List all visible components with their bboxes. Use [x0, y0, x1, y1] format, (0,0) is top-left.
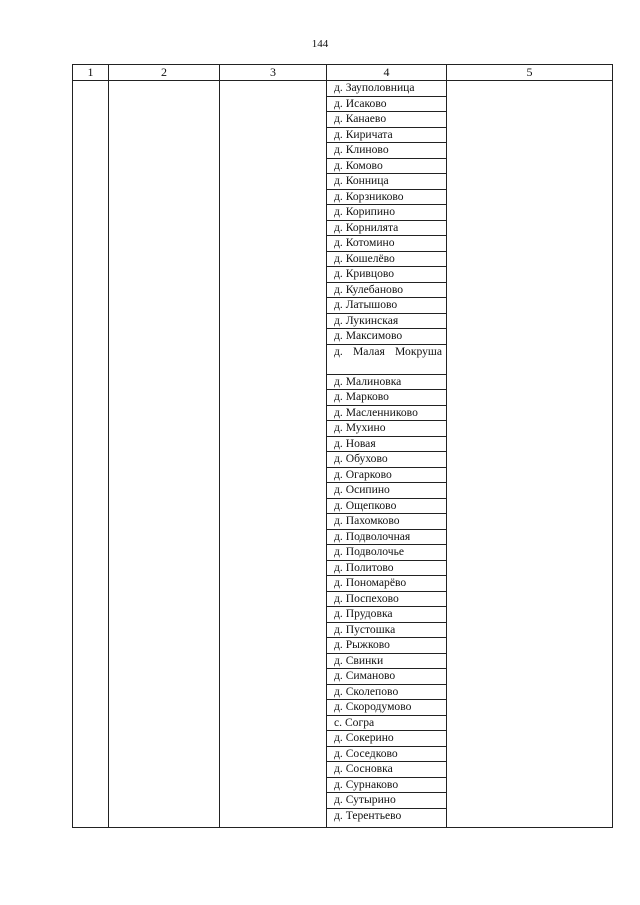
settlement-list-item: д. Корнилята: [327, 221, 446, 237]
settlement-list-item: д. Рыжково: [327, 638, 446, 654]
column-3-cell: [220, 81, 327, 828]
column-4-cell: [327, 81, 447, 828]
table-body-row: [73, 81, 613, 828]
table-header-row: [73, 65, 613, 81]
settlement-list-item: д. Пономарёво: [327, 576, 446, 592]
settlement-list-item: д. Конница: [327, 174, 446, 190]
settlement-list-item: д. Прудовка: [327, 607, 446, 623]
settlement-list-item: д. Сутырино: [327, 793, 446, 809]
settlement-list-item: д. Подволочная: [327, 530, 446, 546]
settlement-list-item: д. Лукинская: [327, 314, 446, 330]
column-header-4: 4: [327, 65, 447, 81]
settlement-list-item: д. Политово: [327, 561, 446, 577]
settlement-list-item: д. Киричата: [327, 128, 446, 144]
settlement-list-item: д. Исаково: [327, 97, 446, 113]
column-header-5: 5: [447, 65, 613, 81]
column-header-3: 3: [220, 65, 327, 81]
settlement-list-item: д. Сколепово: [327, 685, 446, 701]
settlement-list-item: д. Новая: [327, 437, 446, 453]
settlement-list-item: д. Пахомково: [327, 514, 446, 530]
column-5-cell: [447, 81, 613, 828]
column-2-cell: [109, 81, 220, 828]
settlement-list-item: с. Согра: [327, 716, 446, 732]
column-1-cell: [73, 81, 109, 828]
column-header-1: 1: [73, 65, 109, 81]
settlement-list-item: д. Сокерино: [327, 731, 446, 747]
settlement-list-item: д. Комово: [327, 159, 446, 175]
settlement-list-item: д. Свинки: [327, 654, 446, 670]
settlement-list: [327, 81, 446, 823]
settlement-list-item: д. Симаново: [327, 669, 446, 685]
settlement-list-item: д. Котомино: [327, 236, 446, 252]
settlement-list-item: д. Соседково: [327, 747, 446, 763]
settlement-list-item: д. Сурнаково: [327, 778, 446, 794]
settlement-list-item: д. Огарково: [327, 468, 446, 484]
settlement-list-item: д. Канаево: [327, 112, 446, 128]
settlement-list-item: д. Сосновка: [327, 762, 446, 778]
settlement-list-item: д. Скородумово: [327, 700, 446, 716]
settlement-list-item: д. Кривцово: [327, 267, 446, 283]
page-number: 144: [311, 38, 329, 50]
settlement-list-item: д. Осипино: [327, 483, 446, 499]
column-header-2: 2: [109, 65, 220, 81]
settlement-list-item: д. Зауполовница: [327, 81, 446, 97]
settlement-list-item: д. Поспехово: [327, 592, 446, 608]
settlement-list-item: д. Кулебаново: [327, 283, 446, 299]
settlement-list-item: д. Малиновка: [327, 375, 446, 391]
settlement-list-item: д. Мухино: [327, 421, 446, 437]
settlement-list-item: д. Масленниково: [327, 406, 446, 422]
settlement-list-item: д. Терентьево: [334, 808, 402, 822]
settlement-list-item: д. Латышово: [327, 298, 446, 314]
settlement-list-item: д. Ощепково: [327, 499, 446, 515]
settlement-list-item: д. Марково: [327, 390, 446, 406]
settlement-list-item: д. Корзниково: [327, 190, 446, 206]
settlement-list-item: д. Максимово: [327, 329, 446, 345]
settlement-list-item: д. Клиново: [327, 143, 446, 159]
settlement-list-item: д. Корипино: [327, 205, 446, 221]
settlement-list-item: д. Подволочье: [327, 545, 446, 561]
settlement-list-item: д. Обухово: [327, 452, 446, 468]
settlements-table: [72, 64, 613, 828]
settlement-list-item: д. Малая Мокруша: [327, 345, 446, 375]
settlement-list-item: д. Пустошка: [327, 623, 446, 639]
settlement-list-item: д. Кошелёво: [327, 252, 446, 268]
